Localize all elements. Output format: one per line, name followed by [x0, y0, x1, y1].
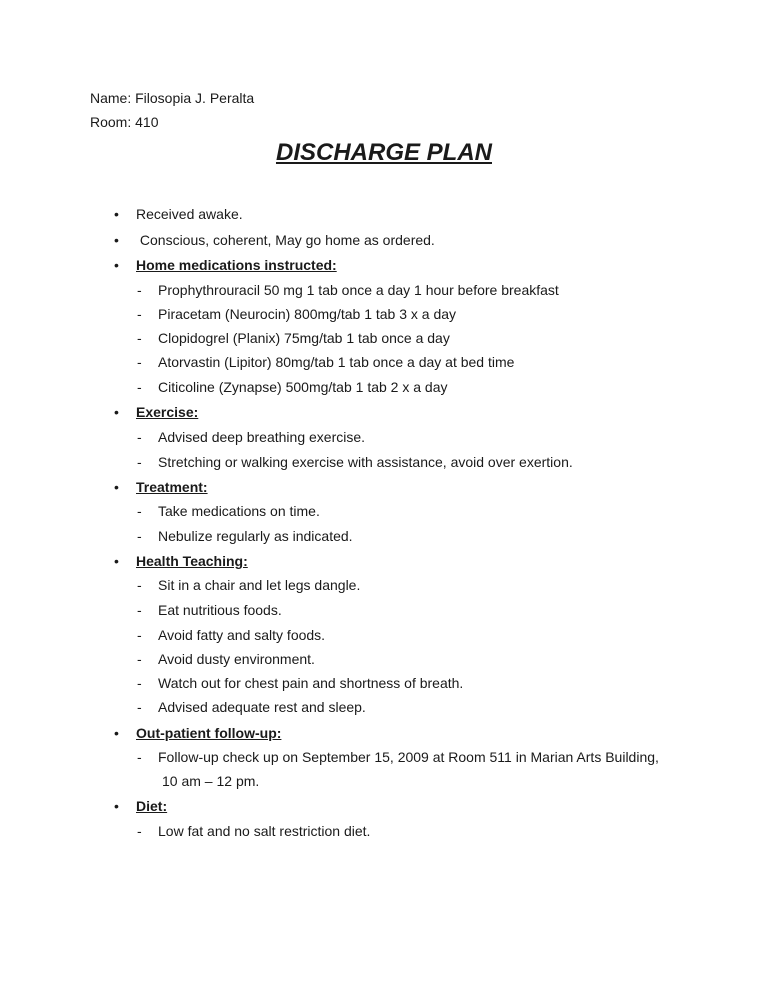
dash-marker: -: [137, 823, 142, 839]
treatment-text: Take medications on time.: [158, 503, 320, 519]
medication-text: Piracetam (Neurocin) 800mg/tab 1 tab 3 x a day: [158, 306, 457, 322]
bullet-icon: •: [114, 232, 119, 248]
dash-marker: -: [137, 330, 142, 346]
medication-item: [0, 281, 768, 299]
section-heading-treatment: [0, 478, 768, 496]
dash-marker: -: [137, 675, 142, 691]
health-teaching-text: Sit in a chair and let legs dangle.: [158, 577, 361, 593]
bullet-icon: •: [114, 479, 119, 495]
bullet-icon: •: [114, 725, 119, 741]
health-teaching-item: [0, 650, 768, 668]
patient-room: Room: 410: [90, 114, 159, 130]
medication-text: Clopidogrel (Planix) 75mg/tab 1 tab once a day: [158, 330, 450, 346]
section-heading-text: Diet:: [136, 798, 168, 814]
followup-item: [0, 748, 768, 766]
list-item-text: Conscious, coherent, May go home as ordered.: [136, 232, 435, 248]
diet-item: [0, 822, 768, 840]
followup-time-text: 10 am – 12 pm.: [162, 773, 260, 789]
medication-item: [0, 329, 768, 347]
health-teaching-text: Eat nutritious foods.: [158, 602, 282, 618]
exercise-item: [0, 428, 768, 446]
exercise-text: Advised deep breathing exercise.: [158, 429, 366, 445]
section-heading-followup: [0, 724, 768, 742]
dash-marker: -: [137, 429, 142, 445]
followup-continuation: [0, 772, 768, 790]
section-heading-text: Home medications instructed:: [136, 257, 337, 273]
dash-marker: -: [137, 503, 142, 519]
health-teaching-item: [0, 698, 768, 716]
dash-marker: -: [137, 379, 142, 395]
dash-marker: -: [137, 627, 142, 643]
dash-marker: -: [137, 454, 142, 470]
medication-text: Prophythrouracil 50 mg 1 tab once a day 1 hour before breakfast: [158, 282, 559, 298]
section-heading-text: Health Teaching:: [136, 553, 248, 569]
bullet-icon: •: [114, 798, 119, 814]
dash-marker: -: [137, 306, 142, 322]
health-teaching-text: Avoid dusty environment.: [158, 651, 315, 667]
medication-text: Citicoline (Zynapse) 500mg/tab 1 tab 2 x a day: [158, 379, 448, 395]
section-heading-exercise: [0, 403, 768, 421]
section-heading-health-teaching: [0, 552, 768, 570]
health-teaching-text: Avoid fatty and salty foods.: [158, 627, 326, 643]
exercise-text: Stretching or walking exercise with assistance, avoid over exertion.: [158, 454, 573, 470]
exercise-item: [0, 453, 768, 471]
patient-name: Name: Filosopia J. Peralta: [90, 90, 255, 106]
medication-item: [0, 378, 768, 396]
list-item-text: Received awake.: [136, 206, 243, 222]
dash-marker: -: [137, 699, 142, 715]
bullet-icon: •: [114, 206, 119, 222]
list-item: [0, 205, 768, 223]
section-heading-home-medications: [0, 256, 768, 274]
dash-marker: -: [137, 577, 142, 593]
dash-marker: -: [137, 651, 142, 667]
section-heading-text: Out-patient follow-up:: [136, 725, 282, 741]
dash-marker: -: [137, 282, 142, 298]
medication-text: Atorvastin (Lipitor) 80mg/tab 1 tab once a day at bed time: [158, 354, 515, 370]
medication-item: [0, 353, 768, 371]
document-title: DISCHARGE PLAN: [275, 139, 492, 166]
bullet-icon: •: [114, 404, 119, 420]
section-heading-text: Exercise:: [136, 404, 199, 420]
followup-text: Follow-up check up on September 15, 2009 at Room 511 in Marian Arts Building,: [158, 749, 659, 765]
section-heading-diet: [0, 797, 768, 815]
health-teaching-text: Watch out for chest pain and shortness of breath.: [158, 675, 464, 691]
health-teaching-item: [0, 601, 768, 619]
dash-marker: -: [137, 749, 142, 765]
health-teaching-item: [0, 626, 768, 644]
health-teaching-text: Advised adequate rest and sleep.: [158, 699, 366, 715]
treatment-item: [0, 502, 768, 520]
treatment-item: [0, 527, 768, 545]
dash-marker: -: [137, 354, 142, 370]
health-teaching-item: [0, 674, 768, 692]
bullet-icon: •: [114, 257, 119, 273]
medication-item: [0, 305, 768, 323]
diet-text: Low fat and no salt restriction diet.: [158, 823, 371, 839]
bullet-icon: •: [114, 553, 119, 569]
list-item: [0, 231, 768, 249]
health-teaching-item: [0, 576, 768, 594]
section-heading-text: Treatment:: [136, 479, 208, 495]
treatment-text: Nebulize regularly as indicated.: [158, 528, 353, 544]
dash-marker: -: [137, 602, 142, 618]
dash-marker: -: [137, 528, 142, 544]
